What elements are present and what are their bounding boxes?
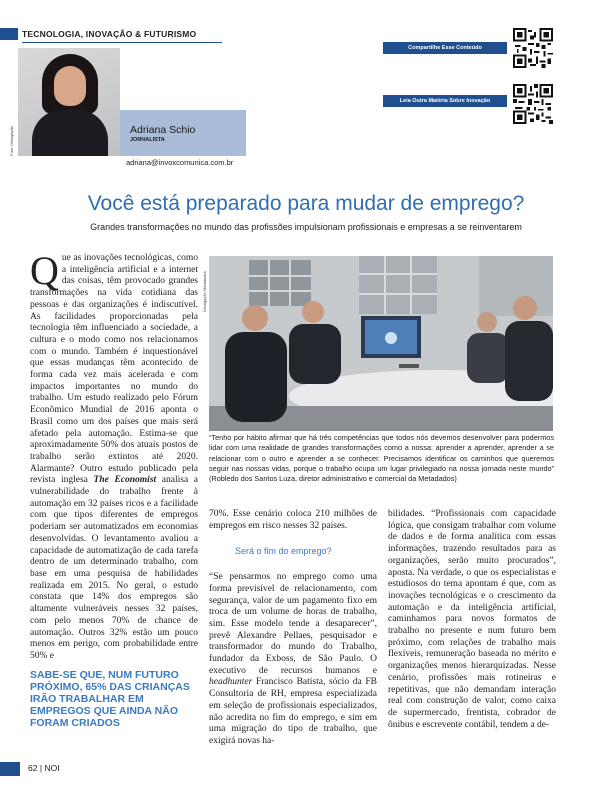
author-name: Adriana Schio	[130, 124, 196, 136]
section-color-bar	[0, 28, 18, 40]
article-column-1	[30, 248, 199, 663]
author-role: JORNALISTA	[130, 137, 165, 143]
col2-text: 70%. Esse cenário coloca 210 milhões de empregos em risco nesses 32 países.	[209, 509, 377, 531]
article-subhead: Grandes transformações no mundo das profissões impulsionam profissionais e empresas a se reinventarem	[90, 222, 522, 232]
author-email[interactable]: adriana@invoxcomunica.com.br	[126, 158, 234, 167]
col1-text: ue as inovações tecnológicas, como a inteligência artificial e a internet das coisas, têm provocado grandes transformações na vida cotidiana das pessoas e das organizações é indiscutível. As facilidades proporcionadas pela tecnologia têm influenciado a sociedade, a cultura e o modo como nos relacionamos com o mundo. Também é inquestionável que essas mudanças têm acontecido de forma cada vez mais acelerada e com impactos importantes no mundo do trabalho. Um estudo realizado pelo Fórum Econômico Mundial de 2016 aponta o Brasil como um dos países que mais será afetado pela automação. Estima-se que aproximadamente 50% dos atuais postos de trabalho serão extintos até 2020. Alarmante? Outro estudo publicado pela revista inglesa	[30, 253, 198, 486]
footer-separator: |	[39, 763, 43, 773]
col2-paragraph	[209, 572, 377, 748]
col2-italic: headhunter	[209, 677, 253, 688]
meeting-photo	[209, 256, 553, 431]
author-photo	[18, 48, 120, 156]
meeting-photo-credit: Divulgação Metadados	[202, 271, 207, 312]
photo-caption: “Tenho por hábito afirmar que há três competências que todos nós devemos desenvolver para podermos lidar com uma realidade de grandes transformações como a nossa: aprender a aprender, aprender a se relacionar com o outro e aprender a se conhecer. Precisamos identificar os caminhos que queremos seguir nas nossas vidas, porque o trabalho ocupa um lugar privilegiado na nossa jornada neste mundo” (Robledo dos Santos Luza, diretor administrativo e comercial da Metadados)	[209, 433, 554, 484]
magazine-name: NOI	[44, 763, 60, 773]
article-headline: Você está preparado para mudar de emprego?	[87, 192, 525, 215]
author-box	[120, 110, 246, 156]
col2-text3: Francisco Batista, sócio da FB Consultoria de RH, empresa especializada em seleção de profissionais especializados, não acredita no fim do emprego, e sim em uma migração do tipo de trabalho, que exigirá novas ha-	[209, 677, 378, 746]
col1-text2: analisa a vulnerabilidade do trabalho frente à automação em 32 países ricos e a facilidade com que tipos diferentes de empregos poderiam ser automatizados em economias desenvolvidas. O levantamento avaliou a capacidade de automatização de cada tarefa dentro de um determinado trabalho, com base em uma pesquisa de habilidades realizada em 2015. No geral, o estudo constata que 14% dos empregos são altamente vulneráveis nesses 32 países, com pelo menos 70% de chance de automação. Outros 32% estão um pouco menos em perigo, com probabilidade entre 50% e	[30, 475, 199, 661]
share-content-button[interactable]: Compartilhe Esse Conteúdo	[383, 42, 507, 54]
article-column-3: bilidades. “Profissionais com capacidade lógica, que consigam trabalhar com volume de dados e de forma analítica com essas informações, trazendo resultados para as organizações, serão muito procurados”, aposta. Na verdade, o que os especialistas e estudiosos do tema apontam é que, com as inovações tecnológicas e o crescimento da automação e da inteligência artificial, caminhamos para novos formatos de trabalho no presente e num futuro bem próximo, com relações de trabalho mais flexíveis, remuneração baseada no mérito e organizações menos hierarquizadas. Nesse cenário, profissões mais rotineiras e repetitivas, que não demandam interação real com construção de valor, como caixa de supermercado, frentista, cobrador de ônibus e escrevente contábil, tendem a de-	[388, 509, 556, 730]
col2-subtitle: Será o fim do emprego?	[235, 546, 332, 557]
read-other-article-button[interactable]: Leia Outra Matéria Sobre Inovação	[383, 95, 507, 107]
author-photo-credit: Foto: Divulgação	[9, 125, 14, 156]
page-footer	[28, 763, 60, 773]
section-rule	[22, 42, 222, 43]
section-label: TECNOLOGIA, INOVAÇÃO & FUTURISMO	[22, 29, 197, 39]
pull-quote: SABE-SE QUE, NUM FUTURO PRÓXIMO, 65% DAS CRIANÇAS IRÃO TRABALHAR EM EMPREGOS QUE AINDA NÃO FORAM CRIADOS	[30, 669, 190, 729]
qr-code-icon[interactable]	[513, 28, 553, 68]
col1-italic: The Economist	[93, 475, 157, 486]
page-number: 62	[28, 763, 38, 773]
col2-text2: “Se pensarmos no emprego como uma forma previsível de relacionamento, com segurança, valor de um pagamento fixo em troca de um volume de horas de trabalho, sim. Esse modelo tende a desaparecer”, prevê Alexandre Pellaes, pesquisador e transformador do mundo do Trabalho, fundador da Exboss, de São Paulo. O executivo de recursos humanos e	[209, 572, 377, 676]
drop-cap: Q	[30, 248, 59, 293]
footer-color-bar	[0, 762, 20, 776]
qr-code-icon[interactable]	[513, 84, 553, 124]
author-photo-credit-wrap	[9, 125, 17, 196]
article-column-2	[209, 509, 377, 748]
